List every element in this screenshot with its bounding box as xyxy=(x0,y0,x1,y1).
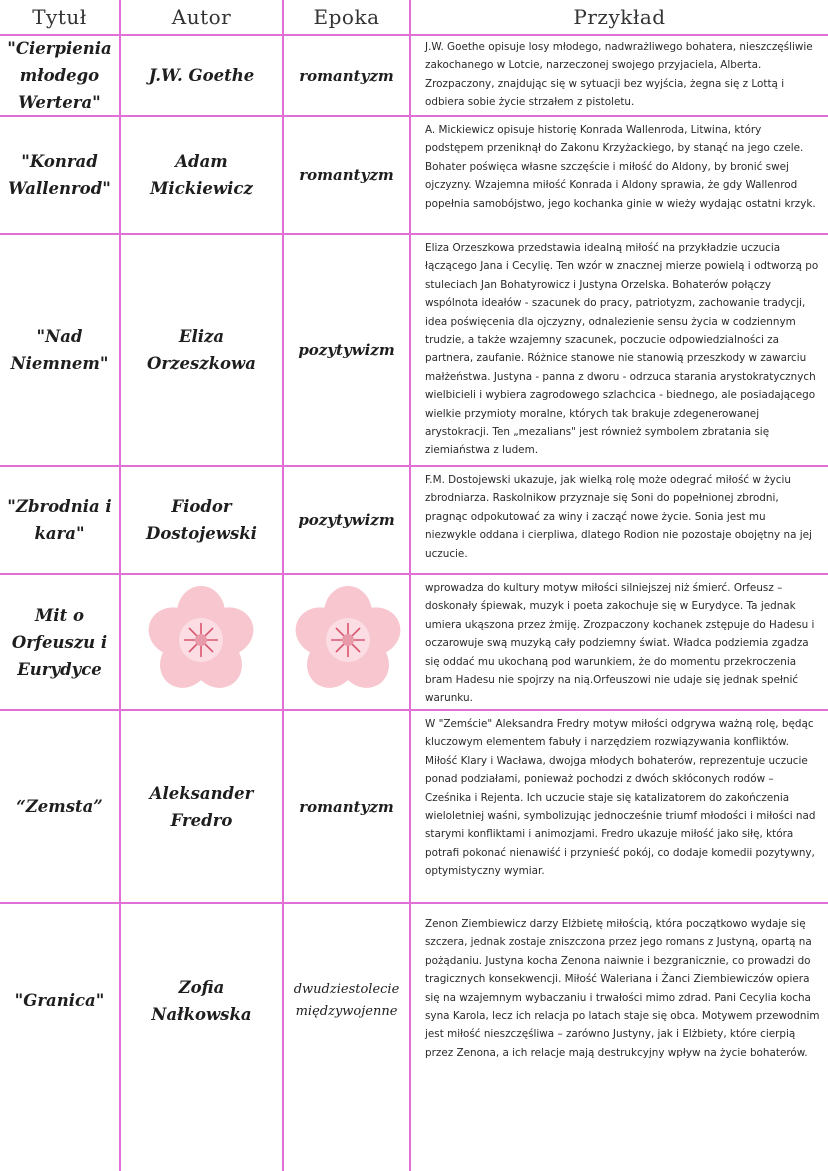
row-title: Mit o Orfeuszu i Eurydyce xyxy=(11,605,108,679)
header-epoch: Epoka xyxy=(313,5,380,29)
row-example: A. Mickiewicz opisuje historię Konrada Wallenroda, Litwina, który podstępem przeniknął do Zakonu Krzyżackiego, by stanąć na jego czele. Bohater poświęca własne szczęście i miłość do Aldony, by bronić swej ojczyzny. Wzajemna miłość Konrada i Aldony sprawia, że gdy Wallenrod popełnia samobójstwo, jego kochanka ginie w wieży wydając ostatni krzyk. xyxy=(425,124,816,210)
row-title: "Konrad Wallenrod" xyxy=(8,152,111,198)
row-title: "Nad Niemnem" xyxy=(10,327,109,373)
row-title: "Zbrodnia i kara" xyxy=(7,497,112,543)
row-example: wprowadza do kultury motyw miłości silniejszej niż śmierć. Orfeusz – doskonały śpiewak, muzyk i poeta zakochuje się w Eurydyce. Ta jednak umiera ukąszona przez żmiję. Zrozpaczony kochanek zstępuje do Hadesu i oczarowuje swą muzyką cały podziemny świat. Władca podziemia zgadza się oddać mu ukochaną pod warunkiem, że do momentu przekroczenia bram Hadesu nie spojrzy na nią.Orfeuszowi nie udaje się jednak spełnić warunku. xyxy=(425,582,815,705)
row-example: J.W. Goethe opisuje losy młodego, nadwrażliwego bohatera, nieszczęśliwie zakochanego w Lotcie, narzeczonej swojego przyjaciela, Alberta. Zrozpaczony, znajdując się w sytuacji bez wyjścia, żegna się z Lottą i odbiera sobie życie strzałem z pistoletu. xyxy=(425,41,813,109)
row-epoch: pozytywizm xyxy=(298,341,395,359)
row-author: Zofia Nałkowska xyxy=(151,977,252,1024)
header-title: Tytuł xyxy=(32,5,87,29)
row-epoch: romantyzm xyxy=(299,166,394,184)
row-epoch: pozytywizm xyxy=(298,511,395,529)
header-example: Przykład xyxy=(573,5,666,29)
row-author: J.W. Goethe xyxy=(148,66,255,85)
row-epoch: romantyzm xyxy=(299,797,394,816)
row-example: W "Zemście" Aleksandra Fredry motyw miłości odgrywa ważną rolę, będąc kluczowym elementem fabuły i narzędziem rozwiązywania konfliktów. Miłość Klary i Wacława, dwojga młodych bohaterów, reprezentuje uczucie ponad podziałami, ponieważ pochodzi z dwóch skłóconych rodów – Cześnika i Rejenta. Ich uczucie staje się katalizatorem do zakończenia wieloletniej waśni, symbolizując jednocześnie triumf młodości i miłości nad starymi konfliktami i animozjami. Fredro ukazuje miłość jako siłę, która potrafi pokonać nienawiść i przynieść pokój, co dodaje komedii pozytywny, optymistyczny wymiar. xyxy=(425,718,816,878)
header-author: Autor xyxy=(171,5,232,29)
row-epoch: dwudziestolecie międzywojenne xyxy=(293,981,400,1019)
row-title: “Zemsta” xyxy=(16,797,103,816)
row-example: Zenon Ziembiewicz darzy Elżbietę miłością, która początkowo wydaje się szczera, jednak zostaje zniszczona przez jego romans z Justyną, opartą na pożądaniu. Justyna kocha Zenona naiwnie i bezgranicznie, co prowadzi do tragicznych konsekwencji. Miłość Waleriana i Żanci Ziembiewiczów opiera się na wzajemnym wybaczaniu i trwałości mimo zdrad. Pani Cecylia kocha syna Karola, lecz ich relacja po latach staje się obca. Motywem przewodnim jest miłość nieszczęśliwa – zarówno Justyny, jak i Elżbiety, które cierpią przez Zenona, a ich relacje mają destrukcyjny wpływ na życie bohaterów. xyxy=(425,918,820,1059)
row-author: Adam Mickiewicz xyxy=(150,152,253,198)
row-author: Eliza Orzeszkowa xyxy=(147,327,256,373)
row-example: F.M. Dostojewski ukazuje, jak wielką rolę może odegrać miłość w życiu zbrodniarza. Raskolnikow przyznaje się Soni do popełnionej zbrodni, pragnąc odpokutować za winy i zacząć nowe życie. Sonia jest mu niezwykle oddana i cierpliwa, dlatego Rodion nie pozostaje obojętny na jej uczucie. xyxy=(425,474,812,560)
row-author: Fiodor Dostojewski xyxy=(146,497,257,543)
row-author: Aleksander Fredro xyxy=(149,783,254,830)
flower-icon xyxy=(292,584,404,696)
row-title: "Granica" xyxy=(14,991,105,1010)
flower-icon xyxy=(145,584,257,696)
row-epoch: romantyzm xyxy=(299,66,394,85)
row-example: Eliza Orzeszkowa przedstawia idealną miłość na przykładzie uczucia łączącego Jana i Cecylię. Ten wzór w znacznej mierze powielą i odtworzą po stuleciach Jan Bohatyrowicz i Justyna Orzelska. Bohaterów połączy wspólnota ideałów - szacunek do pracy, patriotyzm, zachowanie tradycji, idea poświęcenia dla ojczyzny, odnalezienie sensu życia w codziennym trudzie, a także wzajemny szacunek, poczucie odpowiedzialności za partnera, zaufanie. Różnice stanowe nie stanowią przeszkody w zawarciu małżeństwa. Justyna - panna z dworu - odrzuca starania arystokratycznych wielbicieli i wybiera zagrodowego szlachcica - biednego, ale posiadającego wielkie przymioty moralne, których tak brakuje zdegenerowanej arystokracji. Ten „mezalians" jest również symbolem zbratania się ziemiaństwa z ludem. xyxy=(425,242,819,457)
row-divider xyxy=(0,573,828,575)
row-title: "Cierpienia młodego Wertera" xyxy=(7,39,112,112)
